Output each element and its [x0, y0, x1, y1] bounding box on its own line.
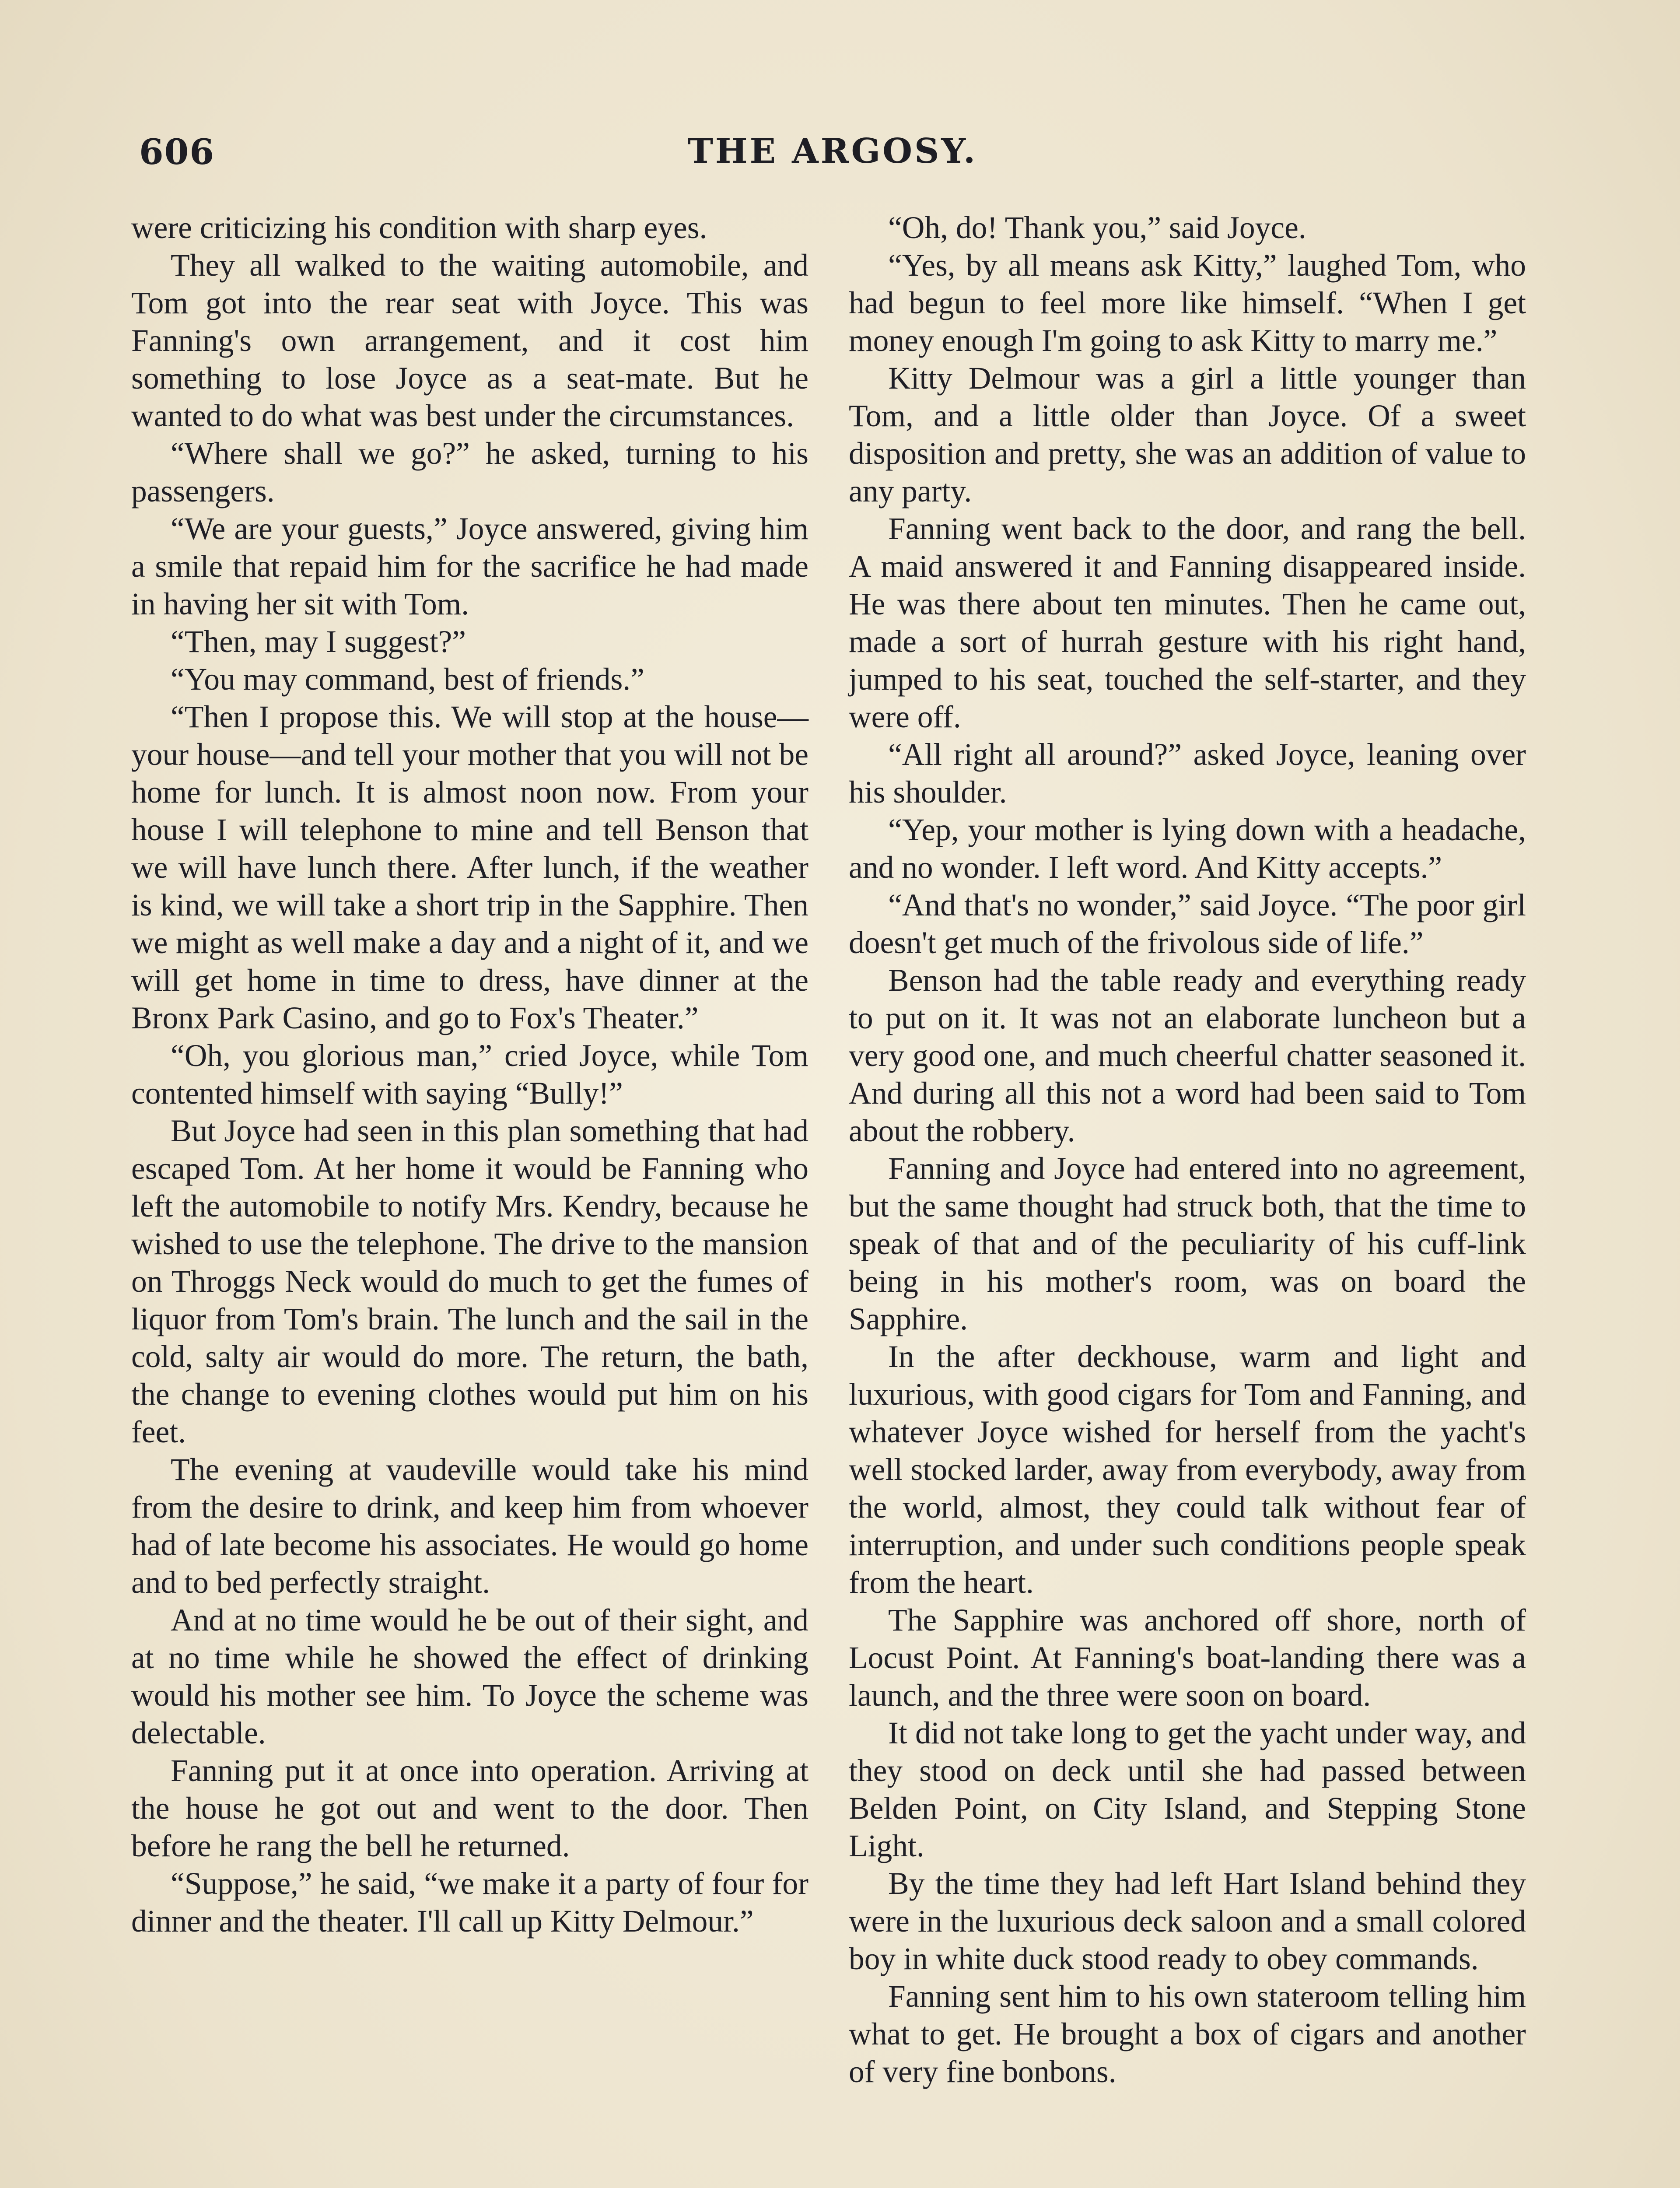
paragraph: “Then I propose this. We will stop at the house—your house—and tell your mother that you will not be home for lunch. It is almost noon now. From your house I will telephone to mine and tell Benson that we will have lunch there. After lunch, if the weather is kind, we will take a short trip in the Sapphire. Then we might as well make a day and a night of it, and we will get home in time to dress, have dinner at the Bronx Park Casino, and go to Fox's Theater.”	[131, 700, 808, 1035]
left-text-column	[131, 209, 808, 2188]
paragraph: By the time they had left Hart Island behind they were in the luxurious deck saloon and a small colored boy in white duck stood ready to obey commands.	[849, 1866, 1526, 1976]
paragraph: “Yes, by all means ask Kitty,” laughed Tom, who had begun to feel more like himself. “When I get money enough I'm going to ask Kitty to marry me.”	[849, 248, 1526, 358]
paragraph: The Sapphire was anchored off shore, north of Locust Point. At Fanning's boat-landing there was a launch, and the three were soon on board.	[849, 1603, 1526, 1713]
paragraph: “You may command, best of friends.”	[171, 662, 644, 697]
paragraph: “And that's no wonder,” said Joyce. “The poor girl doesn't get much of the frivolous side of life.”	[849, 888, 1526, 960]
paragraph: Fanning and Joyce had entered into no agreement, but the same thought had struck both, that the time to speak of that and of the peculiarity of his cuff-link being in his mother's room, was on board the Sapphire.	[849, 1151, 1526, 1336]
paragraph: “Yep, your mother is lying down with a headache, and no wonder. I left word. And Kitty accepts.”	[849, 813, 1526, 885]
paragraph: Fanning sent him to his own stateroom telling him what to get. He brought a box of cigars and another of very fine bonbons.	[849, 1979, 1526, 2089]
paragraph: “All right all around?” asked Joyce, leaning over his shoulder.	[849, 737, 1526, 810]
paragraph: Kitty Delmour was a girl a little younger than Tom, and a little older than Joyce. Of a sweet disposition and pretty, she was an addition of value to any party.	[849, 361, 1526, 508]
paragraph: But Joyce had seen in this plan something that had escaped Tom. At her home it would be Fanning who left the automobile to notify Mrs. Kendry, because he wished to use the telephone. The drive to the mansion on Throggs Neck would do much to get the fumes of liquor from Tom's brain. The lunch and the sail in the cold, salty air would do more. The return, the bath, the change to evening clothes would put him on his feet.	[131, 1114, 808, 1449]
paragraph: Benson had the table ready and everything ready to put on it. It was not an elaborate luncheon but a very good one, and much cheerful chatter seasoned it. And during all this not a word had been said to Tom about the robbery.	[849, 963, 1526, 1148]
page-number: 606	[139, 131, 215, 172]
paragraph: It did not take long to get the yacht under way, and they stood on deck until she had passed between Belden Point, on City Island, and Stepping Stone Light.	[849, 1716, 1526, 1863]
paragraph: In the after deckhouse, warm and light and luxurious, with good cigars for Tom and Fanning, and whatever Joyce wished for herself from the yacht's well stocked larder, away from everybody, away from the world, almost, they could talk without fear of interruption, and under such conditions people speak from the heart.	[849, 1339, 1526, 1600]
paragraph: They all walked to the waiting automobile, and Tom got into the rear seat with Joyce. This was Fanning's own arrangement, and it cost him something to lose Joyce as a seat-mate. But he wanted to do what was best under the circumstances.	[131, 248, 808, 433]
right-text-column	[849, 209, 1526, 2188]
paragraph: “Oh, you glorious man,” cried Joyce, while Tom contented himself with saying “Bully!”	[131, 1038, 808, 1111]
magazine-title: THE ARGOSY.	[687, 131, 978, 171]
paragraph: were criticizing his condition with sharp eyes.	[131, 210, 707, 245]
paragraph: “Oh, do! Thank you,” said Joyce.	[888, 210, 1306, 245]
paragraph: And at no time would he be out of their sight, and at no time while he showed the effect of drinking would his mother see him. To Joyce the scheme was delectable.	[131, 1603, 808, 1750]
paragraph: The evening at vaudeville would take his mind from the desire to drink, and keep him from whoever had of late become his associates. He would go home and to bed perfectly straight.	[131, 1452, 808, 1600]
paragraph: Fanning went back to the door, and rang the bell. A maid answered it and Fanning disappeared inside. He was there about ten minutes. Then he came out, made a sort of hurrah gesture with his right hand, jumped to his seat, touched the self-starter, and they were off.	[849, 512, 1526, 734]
paragraph: “We are your guests,” Joyce answered, giving him a smile that repaid him for the sacrifice he had made in having her sit with Tom.	[131, 512, 808, 621]
running-head	[139, 131, 1526, 179]
paragraph: “Suppose,” he said, “we make it a party of four for dinner and the theater. I'll call up Kitty Delmour.”	[131, 1866, 808, 1939]
paragraph: “Where shall we go?” he asked, turning to his passengers.	[131, 436, 808, 508]
paragraph: “Then, may I suggest?”	[171, 624, 466, 659]
paragraph: Fanning put it at once into operation. Arriving at the house he got out and went to the door. Then before he rang the bell he returned.	[131, 1753, 808, 1863]
